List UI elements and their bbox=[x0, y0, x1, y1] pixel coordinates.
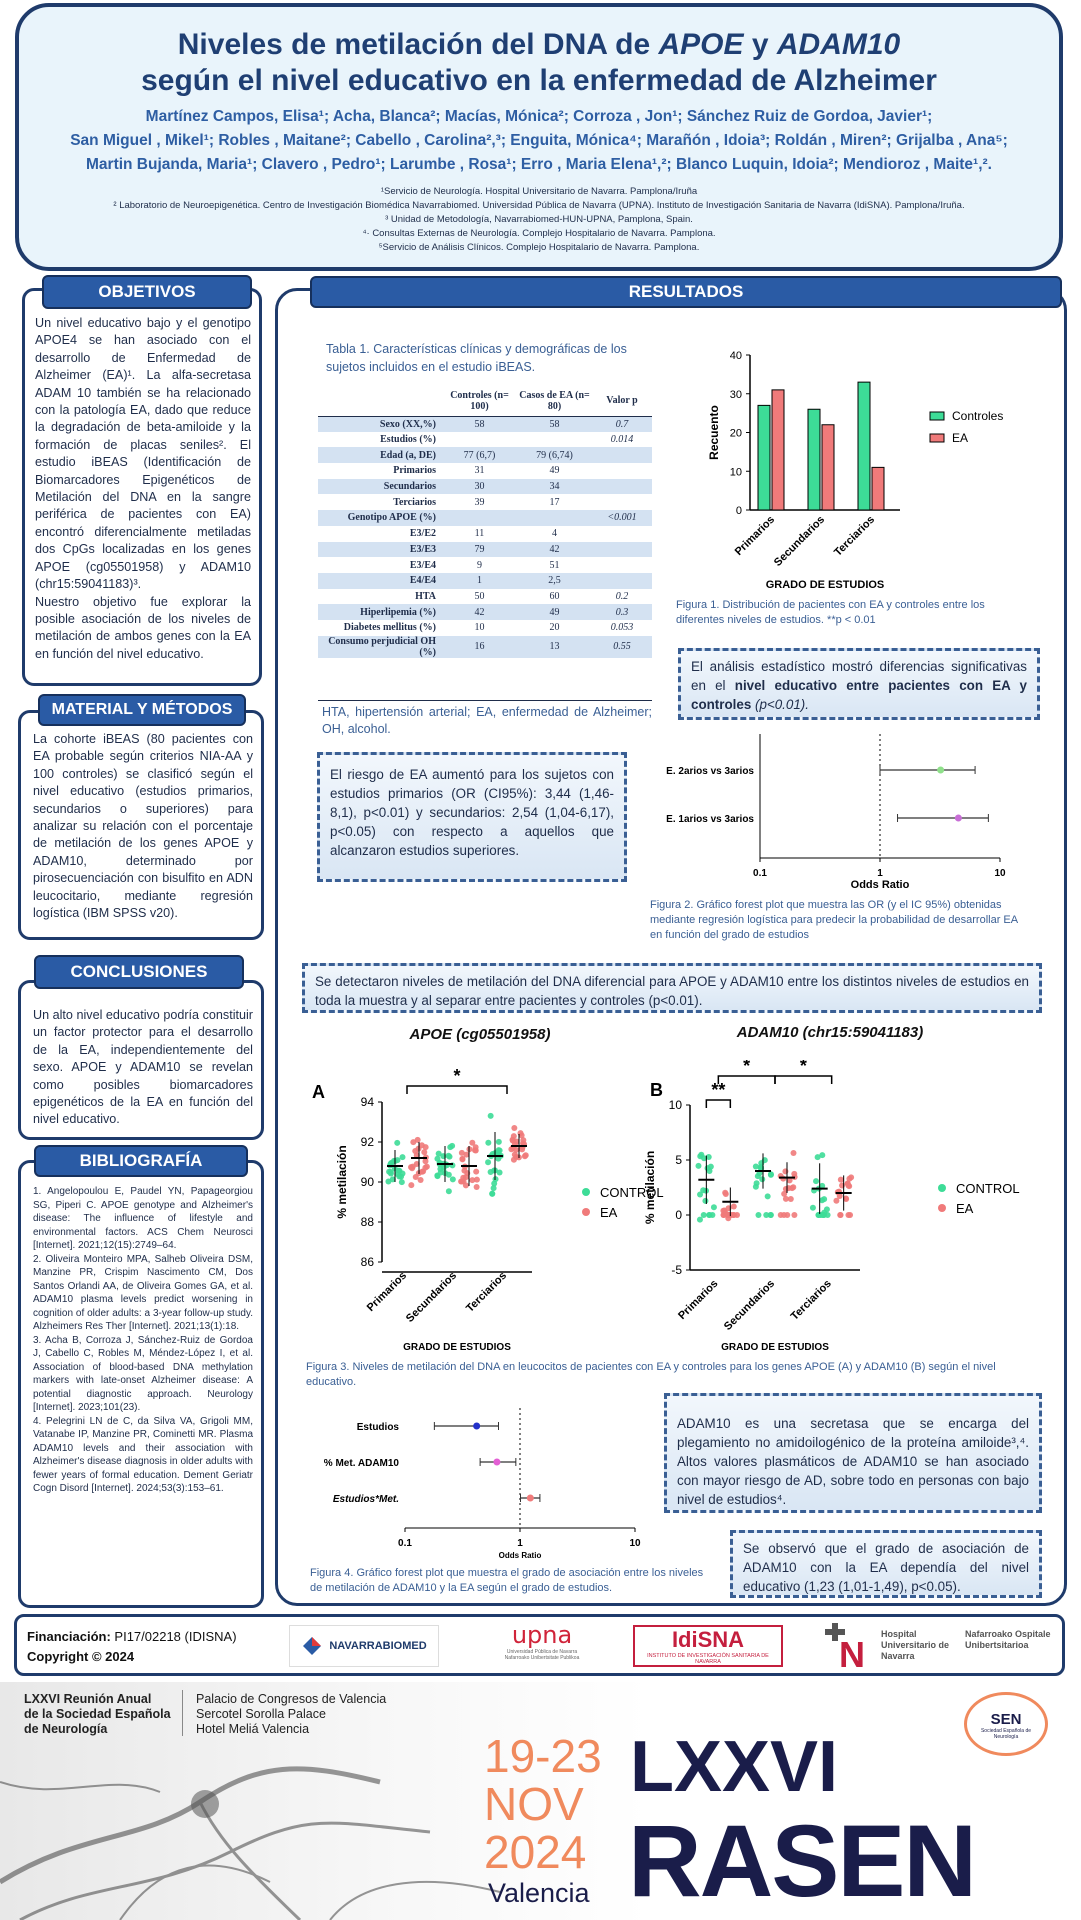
row-label: E. 2arios vs 3arios bbox=[666, 766, 754, 777]
row-label: Estudios*Met. bbox=[332, 1494, 399, 1505]
data-point-ea bbox=[791, 1150, 797, 1156]
data-point-ea bbox=[723, 1191, 729, 1197]
table-row bbox=[318, 447, 652, 463]
y-tick-label: 0 bbox=[735, 505, 742, 517]
significance-label: ** bbox=[711, 1080, 726, 1100]
table-cell bbox=[517, 432, 592, 448]
row-label: % Met. ADAM10 bbox=[323, 1458, 399, 1469]
data-point-control bbox=[701, 1212, 707, 1218]
data-point-control bbox=[489, 1191, 495, 1197]
table-cell: 0.053 bbox=[610, 622, 634, 634]
table-row bbox=[318, 636, 652, 658]
table-cell: 39 bbox=[474, 496, 485, 508]
data-point-control bbox=[391, 1158, 397, 1164]
table-row-label: E3/E4 bbox=[409, 559, 436, 571]
fig2-forest-plot bbox=[650, 728, 1020, 898]
x-axis-label: GRADO DE ESTUDIOS bbox=[721, 1342, 829, 1353]
fig3b-adam10-plot bbox=[640, 1060, 1060, 1360]
table1: Controles (n= 100) Casos de EA (n= 80) Valor p Sexo (XX,%) 58 58 0.7 Estudios (%) 0.014 Edad (a, DE) 77 (6,7) 79 (6,74) Primarios 31 49 Secundarios 30 34 Terciarios 39 17 Genotipo APOE (%) <0.001 E3/E2 11 4 E3/E3 79 42 E3/E4 9 51 E4/E4 1 2,5 HTA 50 60 0.2 Hiperlipemia (%) 42 49 0.3 Diabetes mellitus (%) 10 20 0.053 Consumo perjudicial OH (%) 16 13 0.55 bbox=[318, 386, 652, 658]
y-tick-label: 90 bbox=[360, 1175, 374, 1189]
hospital-logo: N Hospital Universitario de Navarra Nafarroako Ospitale Unibertsitarioa bbox=[825, 1623, 1055, 1669]
fig3-caption: Figura 3. Niveles de metilación del DNA en leucocitos de pacientes con EA y controles para los genes APOE (A) y ADAM10 (B) según el nivel educativo. bbox=[306, 1361, 996, 1388]
data-point-control bbox=[496, 1139, 502, 1145]
odds-ratio-point bbox=[473, 1423, 480, 1430]
table-cell: 42 bbox=[517, 542, 592, 558]
y-tick-label: 40 bbox=[729, 350, 742, 362]
table-cell bbox=[517, 510, 592, 526]
y-tick-label: -5 bbox=[671, 1263, 682, 1277]
congress-venues: Palacio de Congresos de Valencia Sercotel Sorolla Palace Hotel Meliá Valencia bbox=[196, 1692, 387, 1736]
table-cell: 0.014 bbox=[610, 434, 634, 446]
table-cell: 77 (6,7) bbox=[442, 447, 517, 463]
table-row-label: Hiperlipemia (%) bbox=[318, 604, 442, 620]
data-point-control bbox=[810, 1205, 816, 1211]
table-row-label: E4/E4 bbox=[318, 573, 442, 589]
panel-label: B bbox=[650, 1080, 663, 1100]
callout-adam10: ADAM10 es una secretasa que se encarga del plegamiento no amidoilogénico de la proteína amiloide³,⁴. Altos valores plasmáticos de ADAM10 se han asociado con mayor riesgo de AD, sobre todo en personas con bajo nivel de estudios⁴. bbox=[664, 1393, 1042, 1513]
data-point-control bbox=[485, 1140, 491, 1146]
data-point-ea bbox=[418, 1177, 424, 1183]
table-row-label: Secundarios bbox=[318, 479, 442, 495]
congress-banner bbox=[0, 1682, 1081, 1920]
table-cell bbox=[442, 432, 517, 448]
table-row bbox=[318, 589, 652, 605]
table-cell: 16 bbox=[442, 636, 517, 658]
bar-controles-primarios bbox=[758, 405, 770, 510]
callout-methylation: Se detectaron niveles de metilación del DNA diferencial para APOE y ADAM10 entre los distintos niveles de estudios en toda la muestra y al separar entre pacientes y controles (p<0.01). bbox=[302, 963, 1042, 1013]
data-point-ea bbox=[846, 1183, 852, 1189]
table-row bbox=[318, 620, 652, 636]
table-cell: 30 bbox=[442, 479, 517, 495]
data-point-control bbox=[698, 1152, 704, 1158]
significance-bracket bbox=[706, 1100, 730, 1108]
x-axis-label: GRADO DE ESTUDIOS bbox=[403, 1342, 511, 1353]
table-cell: 10 bbox=[474, 622, 485, 634]
data-point-ea bbox=[838, 1177, 844, 1183]
congress-number: LXXVI bbox=[630, 1727, 839, 1807]
table-row-label: Sexo (XX,%) bbox=[318, 416, 442, 432]
table-cell: 0.3 bbox=[592, 604, 652, 620]
table-cell bbox=[592, 573, 652, 589]
data-point-ea bbox=[474, 1184, 480, 1190]
data-point-control bbox=[491, 1181, 497, 1187]
data-point-control bbox=[399, 1179, 405, 1185]
table-cell: 4 bbox=[552, 528, 557, 540]
data-point-ea bbox=[845, 1212, 851, 1218]
table1-caption: Tabla 1. Características clínicas y demográficas de los sujetos incluidos en el estudio iBEAS. bbox=[326, 342, 627, 374]
x-tick-label: 10 bbox=[629, 1538, 641, 1549]
data-point-control bbox=[697, 1217, 703, 1223]
table-row bbox=[318, 463, 652, 479]
data-point-control bbox=[813, 1178, 819, 1184]
x-tick-label: 1 bbox=[517, 1538, 523, 1549]
table-cell: 42 bbox=[442, 604, 517, 620]
table-cell: 49 bbox=[517, 604, 592, 620]
data-point-ea bbox=[473, 1144, 479, 1150]
congress-rasen: RASEN bbox=[628, 1804, 976, 1918]
data-point-ea bbox=[459, 1156, 465, 1162]
metodos-box: La cohorte iBEAS (80 pacientes con EA probable según criterios NIA-AA y 100 controles) se clasificó según el nivel educativo (estudios primarios, secundarios o superiores) para analizar su relación con el porcentaje de metilación de los genes APOE y ADAM10, determinado por pirosecuenciación con bisulfito en ADN leucocitario, mediante regresión logística (IBM SPSS v20). bbox=[18, 710, 264, 940]
data-point-control bbox=[824, 1206, 830, 1212]
data-point-ea bbox=[791, 1212, 797, 1218]
x-axis-label: Odds Ratio bbox=[498, 1551, 542, 1560]
table-row bbox=[318, 604, 652, 620]
x-tick-label: 0.1 bbox=[398, 1538, 412, 1549]
bar-controles-terciarios bbox=[858, 382, 870, 510]
significance-bracket bbox=[407, 1086, 507, 1094]
poster-header bbox=[15, 3, 1063, 271]
data-point-ea bbox=[459, 1179, 465, 1185]
data-point-control bbox=[768, 1172, 774, 1178]
navarrabiomed-logo: NAVARRABIOMED bbox=[289, 1625, 439, 1667]
y-tick-label: 94 bbox=[360, 1095, 374, 1109]
legend-marker bbox=[582, 1208, 590, 1216]
table-cell: 58 bbox=[442, 416, 517, 432]
hospital-cross-icon bbox=[825, 1623, 875, 1669]
bibliografia-heading: BIBLIOGRAFÍA bbox=[34, 1145, 248, 1177]
table1-rule bbox=[318, 700, 652, 701]
x-tick-label: Primarios bbox=[364, 1269, 410, 1315]
table-cell: 60 bbox=[549, 590, 560, 602]
y-axis-label: % metilación bbox=[643, 1150, 657, 1225]
legend-label: Controles bbox=[952, 409, 1004, 423]
y-tick-label: 0 bbox=[675, 1208, 682, 1222]
y-tick-label: 30 bbox=[729, 388, 742, 401]
data-point-control bbox=[815, 1212, 821, 1218]
table-cell: 50 bbox=[474, 590, 485, 602]
table-cell: 79 (6,74) bbox=[517, 447, 592, 463]
table-cell: 0.55 bbox=[592, 636, 652, 658]
bar-ea-terciarios bbox=[872, 467, 884, 510]
y-tick-label: 5 bbox=[675, 1153, 682, 1167]
conclusiones-heading: CONCLUSIONES bbox=[34, 955, 244, 989]
odds-ratio-point bbox=[955, 815, 962, 822]
table-cell: <0.001 bbox=[592, 510, 652, 526]
y-tick-label: 86 bbox=[360, 1255, 374, 1269]
idisna-logo: IdiSNA INSTITUTO DE INVESTIGACIÓN SANITARIA DE NAVARRA bbox=[633, 1625, 783, 1667]
data-point-control bbox=[695, 1163, 701, 1169]
table-cell: 34 bbox=[517, 479, 592, 495]
legend-marker bbox=[938, 1204, 946, 1212]
data-point-control bbox=[763, 1212, 769, 1218]
table-cell: 79 bbox=[442, 542, 517, 558]
data-point-control bbox=[705, 1165, 711, 1171]
data-point-ea bbox=[459, 1150, 465, 1156]
row-label: E. 1arios vs 3arios bbox=[666, 814, 754, 825]
significance-label: * bbox=[799, 1060, 807, 1076]
legend-marker bbox=[582, 1188, 590, 1196]
callout-educational-level: El análisis estadístico mostró diferencias significativas en el nivel educativo entre pacientes con EA y controles (p<0.01). bbox=[678, 648, 1040, 720]
data-point-control bbox=[709, 1212, 715, 1218]
x-tick-label: Secundarios bbox=[771, 513, 828, 569]
x-tick-label: Primarios bbox=[732, 513, 778, 559]
divider bbox=[182, 1690, 183, 1736]
table-row-label: Primarios bbox=[393, 465, 436, 477]
data-point-ea bbox=[474, 1177, 480, 1183]
data-point-control bbox=[819, 1152, 825, 1158]
odds-ratio-point bbox=[527, 1495, 534, 1502]
y-tick-label: 92 bbox=[360, 1135, 374, 1149]
y-tick-label: 88 bbox=[360, 1215, 374, 1229]
callout-risk: El riesgo de EA aumentó para los sujetos con estudios primarios (OR (CI95%): 3,44 (1,46-8,1), p<0.01) y secundarios: 2,54 (1,04-6,17), p<0.05) con respecto a aquellos que alcanzaron estudios superiores. bbox=[317, 752, 627, 882]
metodos-heading: MATERIAL Y MÉTODOS bbox=[38, 694, 246, 726]
y-tick-label: 10 bbox=[729, 466, 742, 479]
x-tick-label: 10 bbox=[994, 868, 1006, 879]
table-row-label: Estudios (%) bbox=[380, 434, 436, 446]
fig3b-title: ADAM10 (chr15:59041183) bbox=[736, 1024, 924, 1041]
data-point-control bbox=[711, 1204, 717, 1210]
table-cell: 0.7 bbox=[592, 416, 652, 432]
legend-label: CONTROL bbox=[600, 1185, 664, 1200]
data-point-ea bbox=[513, 1154, 519, 1160]
data-point-ea bbox=[518, 1130, 524, 1136]
x-axis-label: GRADO DE ESTUDIOS bbox=[765, 579, 885, 590]
data-point-ea bbox=[783, 1196, 789, 1202]
data-point-control bbox=[386, 1169, 392, 1175]
legend-label: CONTROL bbox=[956, 1181, 1020, 1196]
legend-swatch bbox=[930, 412, 944, 420]
fig1-bar-chart bbox=[680, 340, 1060, 590]
y-axis-label: Recuento bbox=[707, 405, 721, 460]
data-point-ea bbox=[519, 1146, 525, 1152]
poster-title: Niveles de metilación del DNA de APOE y ADAM10 según el nivel educativo en la enfermedad de Alzheimer bbox=[141, 28, 937, 97]
table-row bbox=[318, 416, 652, 432]
table-cell: 2,5 bbox=[517, 573, 592, 589]
x-tick-label: Terciarios bbox=[788, 1277, 834, 1323]
table-row-label: Diabetes mellitus (%) bbox=[343, 622, 436, 634]
data-point-ea bbox=[421, 1149, 427, 1155]
data-point-control bbox=[821, 1196, 827, 1202]
x-tick-label: Secundarios bbox=[721, 1277, 778, 1333]
table-cell bbox=[592, 526, 652, 542]
y-tick-label: 20 bbox=[729, 427, 742, 440]
table-cell bbox=[592, 542, 652, 558]
data-point-ea bbox=[731, 1203, 737, 1209]
table-cell: 11 bbox=[474, 528, 485, 540]
data-point-control bbox=[491, 1168, 497, 1174]
upna-logo: upna Universidad Pública de Navarra Nafarroako Unibertsitate Publikoa bbox=[504, 1621, 580, 1661]
legend-label: EA bbox=[952, 431, 969, 445]
data-point-ea bbox=[422, 1165, 428, 1171]
copyright: Copyright © 2024 bbox=[27, 1649, 135, 1664]
table-cell: 31 bbox=[474, 465, 485, 477]
table-row bbox=[318, 479, 652, 495]
table-cell: 51 bbox=[549, 559, 560, 571]
data-point-ea bbox=[513, 1147, 519, 1153]
data-point-control bbox=[446, 1188, 452, 1194]
table-row bbox=[318, 542, 652, 558]
table-row-label: HTA bbox=[415, 590, 436, 602]
affiliations: ¹Servicio de Neurología. Hospital Universitario de Navarra. Pamplona/Iruña ² Laboratorio de Neuroepigenética. Centro de Investigación Biomédica Navarrabiomed. Universidad Pública de Navarra (UPNA). Instituto de Investigación Sanitaria de Navarra (IdiSNA). Pamplona/Iruña. ³ Unidad de Metodología, Navarrabiomed-HUN-UPNA, Pamplona, Spain. ⁴· Consultas Externas de Neurología. Complejo Hospitalario de Navarra. Pamplona. ⁵Servicio de Análisis Clínicos. Complejo Hospitalario de Navarra. Pamplona. bbox=[113, 186, 965, 253]
legend-swatch bbox=[930, 434, 944, 442]
table-row-label: Terciarios bbox=[393, 496, 436, 508]
table-cell bbox=[592, 447, 652, 463]
data-point-control bbox=[396, 1168, 402, 1174]
table-row-label: Edad (a, DE) bbox=[318, 447, 442, 463]
data-point-ea bbox=[415, 1137, 421, 1143]
table-row bbox=[318, 557, 652, 573]
bar-ea-primarios bbox=[772, 390, 784, 510]
data-point-ea bbox=[523, 1152, 529, 1158]
table-cell: 58 bbox=[517, 416, 592, 432]
significance-bracket bbox=[775, 1076, 832, 1084]
table-cell bbox=[442, 510, 517, 526]
data-point-control bbox=[755, 1212, 761, 1218]
data-point-control bbox=[755, 1173, 761, 1179]
objetivos-heading: OBJETIVOS bbox=[42, 275, 252, 309]
data-point-control bbox=[754, 1180, 760, 1186]
data-point-control bbox=[497, 1169, 503, 1175]
fig4-forest-plot bbox=[300, 1398, 660, 1568]
data-point-ea bbox=[783, 1186, 789, 1192]
data-point-control bbox=[436, 1151, 442, 1157]
data-point-ea bbox=[838, 1212, 844, 1218]
odds-ratio-point bbox=[937, 767, 944, 774]
data-point-control bbox=[434, 1156, 440, 1162]
objetivos-box: Un nivel educativo bajo y el genotipo APOE4 se han asociado con el desarrollo de Enfermedad de Alzheimer (EA)¹. La alfa-secretasa ADAM 10 también se ha relacionado con la patología EA, dado que reduce la degradación de beta-amiloide y la formación de placas seniles². El estudio iBEAS (Identificación de Biomarcadores Epigenéticos de Metilación del DNA en la sangre periférica de pacientes con EA) encontró diferencialmente metiladas dos CpGs localizadas en los genes APOE (cg05501958) y ADAM10 (chr15:59041183)³. Nuestro objetivo fue explorar la posible asociación de los niveles de metilación de ambos genes con la EA en función del nivel educativo. bbox=[22, 288, 262, 686]
data-point-ea bbox=[409, 1165, 415, 1171]
data-point-control bbox=[697, 1191, 703, 1197]
y-tick-label: 10 bbox=[668, 1098, 682, 1112]
fig4-caption: Figura 4. Gráfico forest plot que muestra el grado de asociación entre los niveles de metilación de ADAM10 y la EA según el grado de estudios. bbox=[310, 1567, 704, 1594]
data-point-control bbox=[437, 1166, 443, 1172]
table-row-label: Consumo perjudicial OH (%) bbox=[318, 636, 442, 658]
table-cell bbox=[592, 479, 652, 495]
x-tick-label: Terciarios bbox=[464, 1269, 510, 1315]
legend-label: EA bbox=[600, 1205, 618, 1220]
legend-marker bbox=[938, 1184, 946, 1192]
data-point-ea bbox=[461, 1168, 467, 1174]
table-row-label: E3/E2 bbox=[409, 528, 436, 540]
significance-label: * bbox=[743, 1060, 751, 1076]
table-cell: 13 bbox=[517, 636, 592, 658]
table-cell: 49 bbox=[549, 465, 560, 477]
fig3a-apoe-plot bbox=[300, 1060, 680, 1360]
data-point-ea bbox=[473, 1169, 479, 1175]
author-list: Martínez Campos, Elisa¹; Acha, Blanca²; Macías, Mónica²; Corroza , Jon¹; Sánchez Ruiz de Gordoa, Javier¹; San Miguel , Mikel¹; Robles , Maitane²; Cabello , Carolina²,³; Enguita, Mónica⁴; Marañón , Idoia³; Roldán , Miren²; Grijalba , Ana⁵; Martin Bujanda, Maria¹; Clavero , Pedro¹; Larumbe , Rosa¹; Erro , Maria Elena¹,²; Blanco Luquin, Idoia²; Mendioroz , Maite¹,². bbox=[70, 108, 1008, 173]
fig3a-title: APOE (cg05501958) bbox=[409, 1026, 551, 1043]
table-cell: 0.2 bbox=[615, 590, 629, 602]
table-cell: 1 bbox=[442, 573, 517, 589]
data-point-control bbox=[450, 1176, 456, 1182]
x-tick-label: Secundarios bbox=[403, 1269, 460, 1325]
significance-label: * bbox=[453, 1066, 461, 1086]
table-row bbox=[318, 573, 652, 589]
table-row-label: Genotipo APOE (%) bbox=[318, 510, 442, 526]
data-point-ea bbox=[833, 1198, 839, 1204]
funding-footer: Financiación: PI17/02218 (IDISNA) Copyright © 2024 NAVARRABIOMED upna Universidad Pública de Navarra Nafarroako Unibertsitate Publikoa IdiSNA INSTITUTO DE INVESTIGACIÓN SANITARIA DE NAVARRA N Hospital Universitario de Navarra Nafarroako Ospitale Unibertsitarioa bbox=[14, 1614, 1065, 1676]
x-tick-label: Terciarios bbox=[832, 513, 878, 559]
y-axis-label: % metilación bbox=[335, 1145, 349, 1219]
x-tick-label: 0.1 bbox=[753, 868, 767, 879]
table1-note: HTA, hipertensión arterial; EA, enfermedad de Alzheimer; OH, alcohol. bbox=[322, 705, 652, 736]
table-cell bbox=[592, 557, 652, 573]
data-point-control bbox=[488, 1113, 494, 1119]
congress-dates: 19-23 NOV 2024 bbox=[484, 1730, 602, 1878]
data-point-ea bbox=[784, 1212, 790, 1218]
congress-city: Valencia bbox=[488, 1878, 590, 1908]
data-point-ea bbox=[423, 1144, 429, 1150]
legend-label: EA bbox=[956, 1201, 974, 1216]
x-tick-label: 1 bbox=[877, 868, 883, 879]
bar-ea-secundarios bbox=[822, 425, 834, 510]
table-row bbox=[318, 432, 652, 448]
resultados-heading: RESULTADOS bbox=[310, 276, 1062, 308]
svg-text:N: N bbox=[839, 1634, 865, 1669]
table-cell: 9 bbox=[477, 559, 482, 571]
x-axis-label: Odds Ratio bbox=[850, 879, 910, 891]
navarrabiomed-icon bbox=[301, 1635, 323, 1657]
table-cell: 20 bbox=[549, 622, 560, 634]
data-point-ea bbox=[782, 1168, 788, 1174]
odds-ratio-point bbox=[493, 1459, 500, 1466]
data-point-control bbox=[394, 1140, 400, 1146]
congress-name: LXXVI Reunión Anual de la Sociedad Española de Neurología bbox=[24, 1692, 171, 1736]
table-cell bbox=[592, 494, 652, 510]
panel-label: A bbox=[312, 1082, 325, 1102]
bar-controles-secundarios bbox=[808, 409, 820, 510]
fig1-caption: Figura 1. Distribución de pacientes con EA y controles entre los diferentes niveles de estudios. **p < 0.01 bbox=[676, 599, 985, 626]
data-point-ea bbox=[408, 1182, 414, 1188]
table-row bbox=[318, 526, 652, 542]
callout-association: Se observó que el grado de asociación de ADAM10 con la EA dependía del nivel educativo (1,23 (1,01-1,49), p<0.05). bbox=[730, 1530, 1042, 1598]
data-point-control bbox=[446, 1153, 452, 1159]
table-cell bbox=[592, 463, 652, 479]
fig2-caption: Figura 2. Gráfico forest plot que muestra las OR (y el IC 95%) obtenidas mediante regresión logística para predecir la probabilidad de desarrollar EA en función del grado de estudios bbox=[650, 899, 1018, 941]
data-point-control bbox=[702, 1198, 708, 1204]
table-row bbox=[318, 510, 652, 526]
data-point-control bbox=[485, 1159, 491, 1165]
bibliografia-box: 1. Angelopoulou E, Paudel YN, Papageorgiou SG, Piperi C. APOE genotype and Alzheimer's disease: The influence of lifestyle and environmental factors. ACS Chem Neurosci [Internet]. 2021;12(15):2749–64. 2. Oliveira Monteiro MPA, Salheb Oliveira DSM, Manzine PR, Crispim Nascimento CM, Dos Santos Orlandi AA, de Oliveira Gomes GA, et al. ADAM10 plasma levels predict worsening in cognition of older adults: a 3-year follow-up study. Alzheimers Res Ther [Internet]. 2021;13(1):18. 3. Acha B, Corroza J, Sánchez-Ruiz de Gordoa J, Cabello C, Robles M, Méndez-López I, et al. Association of blood-based DNA methylation markers with late-onset Alzheimer disease: A potential diagnostic approach. Neurology [Internet]. 2023;101(23). 4. Pelegrini LN de C, da Silva VA, Grigoli MM, Vatanabe IP, Manzine PR, Cominetti MR. Plasma ADAM10 levels and their association with Alzheimer's disease diagnosis in older adults with fewer years of formal education. Dement Geriatr Cogn Disord [Internet]. 2024;53(3):153–61. bbox=[18, 1160, 264, 1608]
row-label: Estudios bbox=[356, 1422, 399, 1433]
sen-logo: SEN Sociedad Española de Neurología bbox=[964, 1692, 1048, 1756]
table-cell: 17 bbox=[549, 496, 560, 508]
data-point-ea bbox=[510, 1138, 516, 1144]
x-tick-label: Primarios bbox=[676, 1277, 721, 1323]
data-point-control bbox=[449, 1143, 455, 1149]
data-point-ea bbox=[778, 1212, 784, 1218]
conclusiones-box: Un alto nivel educativo podría constituir un factor protector para el desarrollo de la EA, independientemente del sexo. APOE y ADAM10 se revelan como posibles biomarcadores epigenéticos de la EA en función del nivel educativo. bbox=[18, 980, 264, 1140]
data-point-control bbox=[399, 1154, 405, 1160]
data-point-ea bbox=[511, 1125, 517, 1131]
data-point-control bbox=[765, 1193, 771, 1199]
table-row-label: E3/E3 bbox=[318, 542, 442, 558]
data-point-ea bbox=[422, 1158, 428, 1164]
table-row bbox=[318, 494, 652, 510]
significance-bracket bbox=[718, 1076, 775, 1084]
